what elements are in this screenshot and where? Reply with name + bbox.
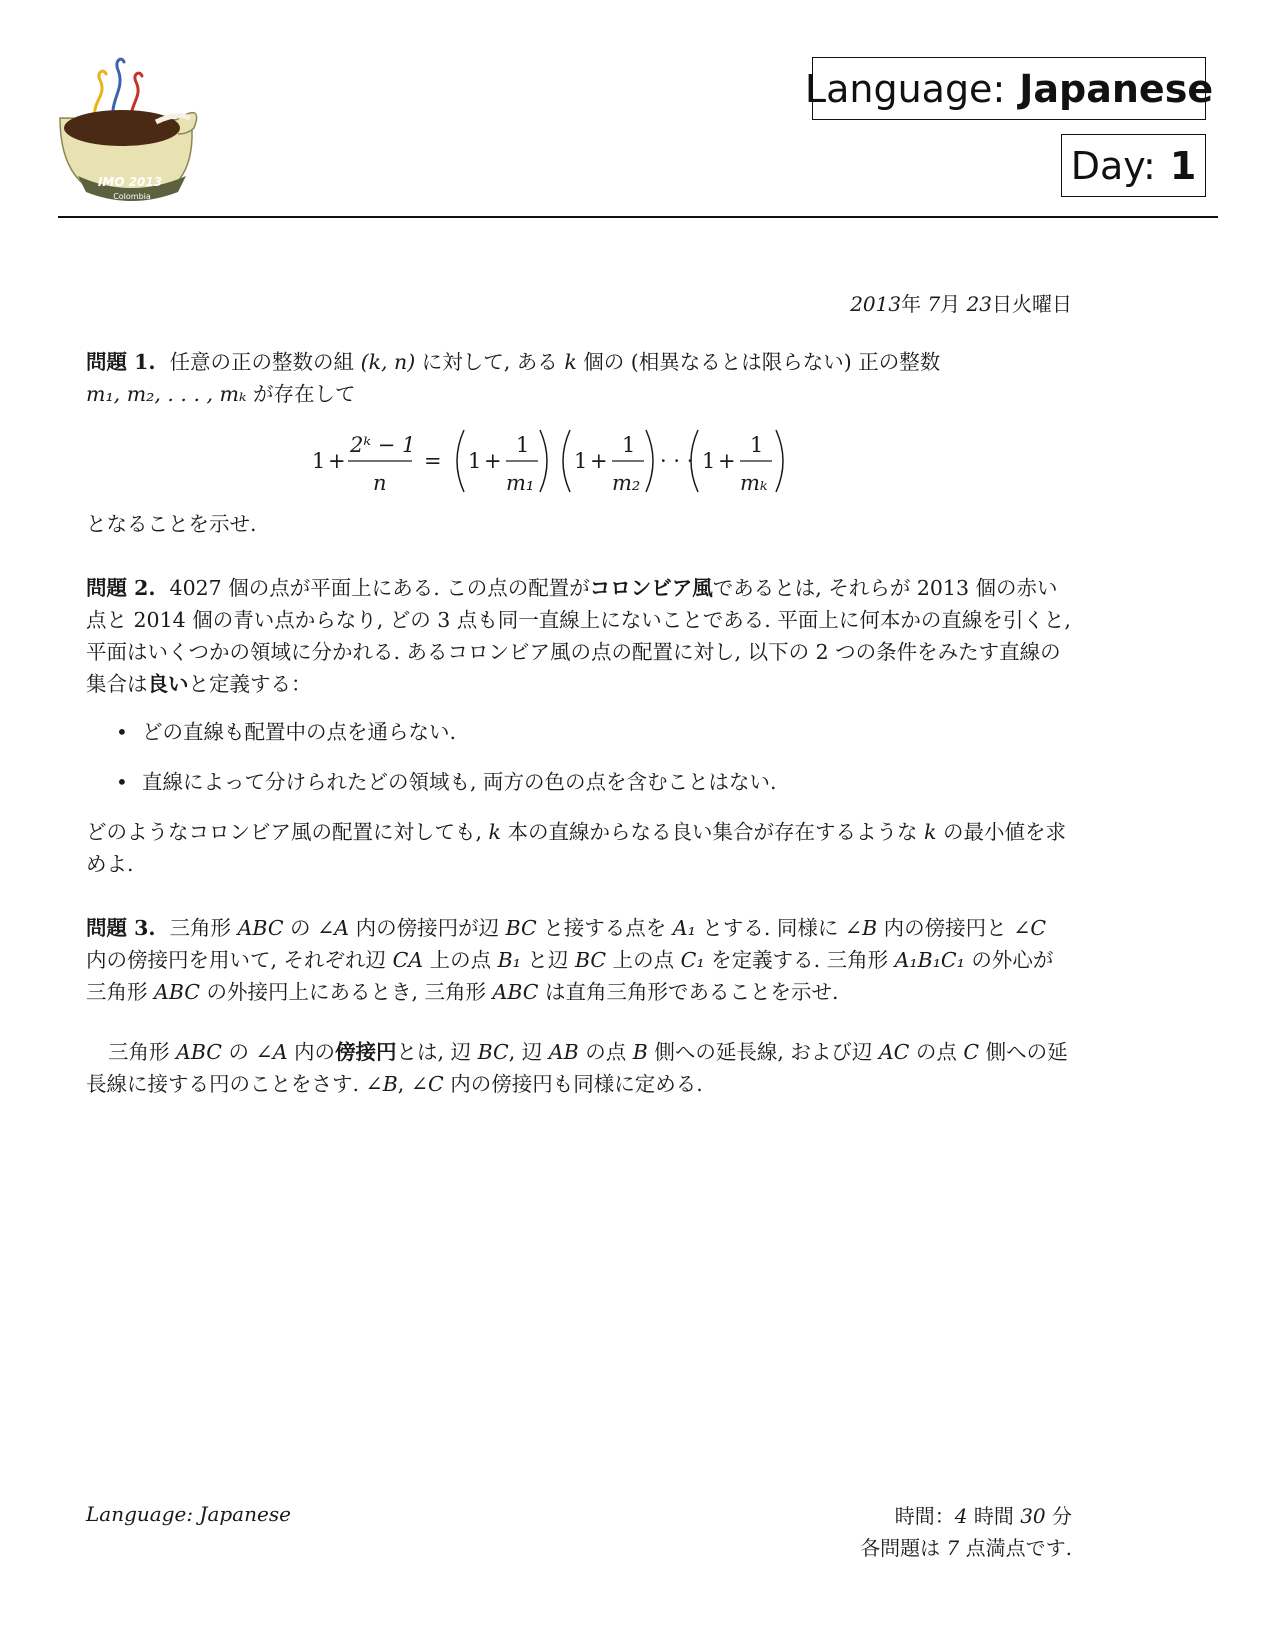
math-term: BC [477, 1040, 509, 1064]
factork-num: 1 [750, 433, 764, 457]
problem-3-text: を定義する. 三角形 [704, 948, 895, 972]
day-label: Day: [1070, 143, 1156, 188]
problems [86, 346, 1072, 1100]
problem-3-label: 問題 3. [86, 916, 156, 940]
formula-denominator: n [373, 471, 387, 495]
date-year: 2013 [850, 292, 902, 316]
note-text: 内の [287, 1040, 336, 1064]
math-term: ABC [492, 980, 539, 1004]
problem-2-conditions [86, 716, 1072, 798]
date-day-suffix: 日火曜日 [992, 292, 1072, 316]
problem-3-text: 内の傍接円と [877, 916, 1014, 940]
problem-2-text: 本の直線からなる良い集合が存在するような [500, 820, 925, 844]
date-month-suffix: 月 [940, 292, 967, 316]
math-term: A₁ [672, 916, 696, 940]
note-text: 内の傍接円も同様に定める. [443, 1072, 703, 1096]
problem-3-text: の外心が三角形 [86, 948, 1054, 1004]
note-text: の点 [909, 1040, 964, 1064]
condition-item: • 直線によって分けられたどの領域も, 両方の色の点を含むことはない. [86, 766, 1072, 798]
term-colombian: コロンビア風 [589, 576, 713, 600]
factork-plus: + [718, 449, 736, 473]
var-k: k [488, 820, 501, 844]
problem-2 [86, 572, 1072, 700]
note-text: 三角形 [108, 1040, 177, 1064]
math-term: AC [878, 1040, 910, 1064]
problem-2-question [86, 816, 1072, 880]
problem-3-text: とする. 同様に [695, 916, 845, 940]
math-term: ABC [154, 980, 200, 1004]
paren-right-2 [646, 430, 653, 492]
date-month: 7 [927, 292, 941, 316]
exam-date [850, 288, 1072, 317]
score-text: 各問題は [860, 1536, 947, 1560]
note-text: の [221, 1040, 256, 1064]
math-term: ABC [237, 916, 284, 940]
math-term: ∠C [410, 1072, 444, 1096]
paren-left-1 [457, 430, 464, 492]
math-term: ∠C [1013, 916, 1047, 940]
math-term: ∠B [365, 1072, 398, 1096]
factor1-den: m₁ [506, 471, 535, 495]
paren-right-1 [540, 430, 547, 492]
formula-one: 1 [312, 449, 326, 473]
factork-one: 1 [702, 449, 716, 473]
note-text: とは, 辺 [396, 1040, 478, 1064]
math-term: C [963, 1040, 980, 1064]
math-term: AB [548, 1040, 579, 1064]
header-divider [58, 216, 1218, 218]
score-text: 点満点です. [959, 1536, 1072, 1560]
factor2-one: 1 [574, 449, 588, 473]
factor1-plus: + [484, 449, 502, 473]
problem-3 [86, 912, 1072, 1008]
excircle-definition-note [86, 1036, 1072, 1100]
var-k: k [924, 820, 937, 844]
math-term: C₁ [680, 948, 705, 972]
math-term: ABC [176, 1040, 222, 1064]
score-info [860, 1532, 1072, 1564]
problem-1 [86, 346, 1072, 410]
note-text: , 辺 [508, 1040, 549, 1064]
problem-1-label: 問題 1. [86, 350, 156, 374]
sequence-m: m₁, m₂, . . . , mₖ [86, 382, 247, 406]
paren-left-2 [563, 430, 570, 492]
note-text: 側への延長線, および辺 [647, 1040, 879, 1064]
formula-plus: + [328, 449, 346, 473]
note-text: の点 [578, 1040, 633, 1064]
problem-3-text: は直角三角形であることを示せ. [538, 980, 839, 1004]
problem-2-text: 4027 個の点が平面上にある. この点の配置が [169, 576, 590, 600]
problem-3-text: 上の点 [606, 948, 681, 972]
logo-title: IMO 2013 [97, 175, 163, 189]
factor2-num: 1 [622, 433, 636, 457]
factor2-den: m₂ [612, 471, 641, 495]
problem-3-text: の外接円上にあるとき, 三角形 [199, 980, 493, 1004]
date-year-suffix: 年 [901, 292, 928, 316]
language-value: Japanese [1019, 66, 1214, 111]
time-limit [860, 1500, 1072, 1532]
imo-2013-logo [56, 50, 206, 210]
problem-2-label: 問題 2. [86, 576, 156, 600]
problem-3-text: 三角形 [169, 916, 238, 940]
problem-2-text: の最小値を求めよ. [86, 820, 1066, 876]
problem-2-text: どのようなコロンビア風の配置に対しても, [86, 820, 489, 844]
math-term: ∠A [317, 916, 350, 940]
date-day: 23 [966, 292, 992, 316]
day-value: 1 [1169, 143, 1197, 188]
formula-numerator: 2ᵏ − 1 [350, 433, 416, 457]
problem-1-text: 任意の正の整数の組 [169, 350, 361, 374]
factor1-one: 1 [468, 449, 482, 473]
note-text: , [397, 1072, 411, 1096]
factor2-plus: + [590, 449, 608, 473]
math-term: B₁ [497, 948, 521, 972]
math-term: B [632, 1040, 648, 1064]
formula-dots: · · · [660, 449, 694, 473]
pair-kn: (k, n) [360, 350, 416, 374]
math-term: ∠B [844, 916, 878, 940]
score-points: 7 [946, 1536, 960, 1560]
math-term: ∠A [255, 1040, 288, 1064]
math-term: BC [505, 916, 537, 940]
problem-1-text: 個の (相異なるとは限らない) 正の整数 [576, 350, 941, 374]
problem-1-text: に対して, ある [415, 350, 565, 374]
time-label: 時間： [894, 1504, 955, 1528]
footer-info [860, 1500, 1072, 1564]
problem-3-text: 内の傍接円が辺 [349, 916, 506, 940]
problem-3-text: の [283, 916, 318, 940]
factor1-num: 1 [516, 433, 530, 457]
problem-1-formula [86, 410, 1072, 508]
math-term: BC [574, 948, 607, 972]
math-term: A₁B₁C₁ [894, 948, 965, 972]
time-hours: 4 [954, 1504, 968, 1528]
problem-3-text: と接する点を [536, 916, 673, 940]
term-good: 良い [147, 672, 189, 696]
note-text: 側への延長線に接する円のことをさす. [86, 1040, 1068, 1096]
language-label: Language: [804, 66, 1006, 111]
condition-item: • どの直線も配置中の点を通らない. [86, 716, 1072, 748]
problem-1-text: が存在して [246, 382, 356, 406]
factork-den: mₖ [740, 471, 768, 495]
time-minutes: 30 [1020, 1504, 1046, 1528]
term-excircle: 傍接円 [335, 1040, 397, 1064]
paren-right-k [776, 430, 783, 492]
time-minutes-unit: 分 [1045, 1504, 1072, 1528]
day-box [1061, 134, 1206, 197]
time-hours-unit: 時間 [967, 1504, 1021, 1528]
logo-subtitle: Colombia [113, 192, 151, 201]
math-term: CA [392, 948, 424, 972]
problem-2-text: であるとは, それらが 2013 個の赤い点と 2014 個の青い点からなり, どの 3 点も同一直線上にないことである. 平面上に何本かの直線を引くと, 平面はいくつかの領域に分かれる. あるコロンビア風の点の配置に対し, 以下の 2 つの条件をみたす直線の集合は [86, 576, 1071, 696]
soup [64, 110, 180, 146]
problem-2-text: と定義する： [188, 672, 312, 696]
language-box [804, 57, 1214, 120]
problem-3-text: と辺 [520, 948, 575, 972]
var-k: k [564, 350, 577, 374]
problem-1-conclusion: となることを示せ. [86, 512, 257, 536]
footer-language: Language: Japanese [86, 1502, 291, 1526]
problem-3-text: 内の傍接円を用いて, それぞれ辺 [86, 948, 393, 972]
formula-equals: = [424, 449, 442, 473]
problem-3-text: 上の点 [423, 948, 498, 972]
